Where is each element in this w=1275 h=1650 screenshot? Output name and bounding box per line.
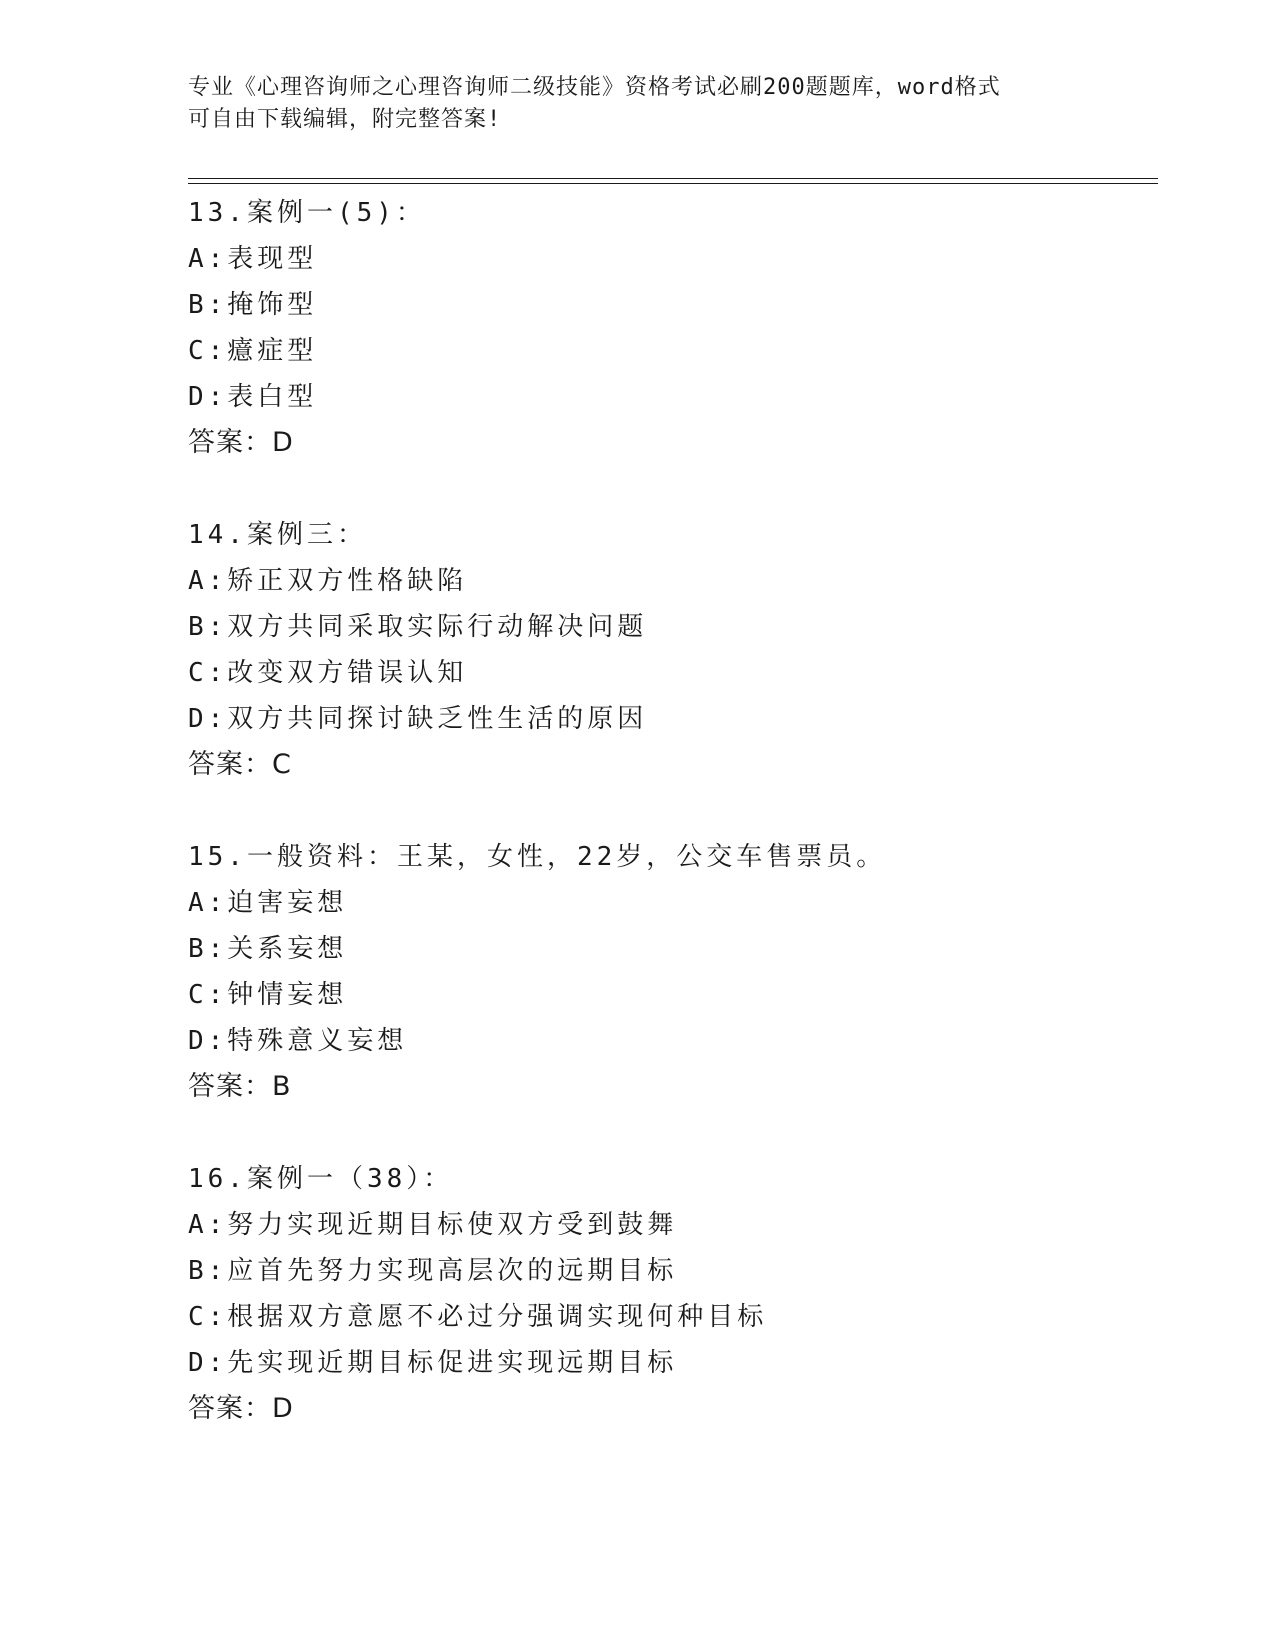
question-14 [188, 512, 1148, 788]
document-header [188, 72, 1088, 136]
option-d: D:表白型 [188, 382, 318, 412]
option-c: C:钟情妄想 [188, 980, 348, 1010]
option-b: B:双方共同采取实际行动解决问题 [188, 612, 648, 642]
option-b: B:掩饰型 [188, 290, 318, 320]
option-c: C:改变双方错误认知 [188, 658, 468, 688]
question-stem: 13.案例一(5)： [188, 198, 426, 228]
option-b: B:关系妄想 [188, 934, 348, 964]
option-d: D:特殊意义妄想 [188, 1026, 408, 1056]
option-d: D:先实现近期目标促进实现远期目标 [188, 1348, 678, 1378]
answer-line: 答案：D [188, 427, 294, 458]
option-a: A:努力实现近期目标使双方受到鼓舞 [188, 1210, 678, 1240]
header-title-line-1: 专业《心理咨询师之心理咨询师二级技能》资格考试必刷200题题库，word格式 [188, 75, 1001, 100]
option-a: A:表现型 [188, 244, 318, 274]
question-stem: 15.一般资料：王某，女性，22岁，公交车售票员。 [188, 842, 887, 872]
question-list [188, 190, 1148, 1478]
option-d: D:双方共同探讨缺乏性生活的原因 [188, 704, 648, 734]
option-a: A:矫正双方性格缺陷 [188, 566, 468, 596]
answer-line: 答案：D [188, 1393, 294, 1424]
header-divider-top [188, 178, 1158, 179]
header-title-line-2: 可自由下载编辑，附完整答案! [188, 107, 502, 132]
answer-line: 答案：C [188, 749, 292, 780]
answer-line: 答案：B [188, 1071, 292, 1102]
question-13 [188, 190, 1148, 466]
question-16 [188, 1156, 1148, 1432]
option-b: B:应首先努力实现高层次的远期目标 [188, 1256, 678, 1286]
question-stem: 16.案例一（38）： [188, 1164, 454, 1194]
option-c: C:根据双方意愿不必过分强调实现何种目标 [188, 1302, 768, 1332]
option-a: A:迫害妄想 [188, 888, 348, 918]
question-15 [188, 834, 1148, 1110]
question-stem: 14.案例三： [188, 520, 367, 550]
option-c: C:癔症型 [188, 336, 318, 366]
header-divider-bottom [188, 183, 1158, 184]
